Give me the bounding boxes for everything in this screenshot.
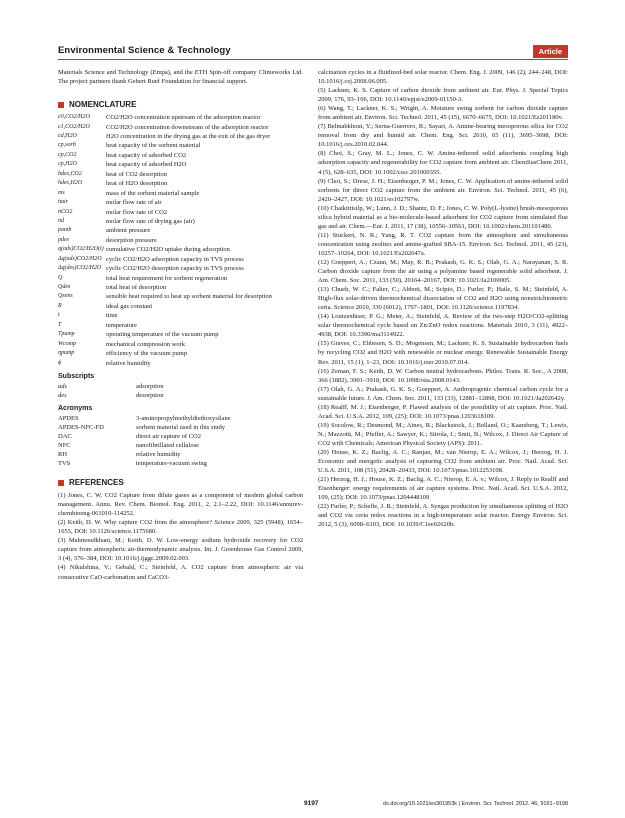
references-left [58,491,303,581]
nomenclature-definition: total heat requirement for sorbent regeneration [106,274,228,282]
subscript-row-abbr: des [58,391,67,399]
subscript-row-definition: adsorption [136,382,164,390]
reference-item: (20) House, K. Z.; Baclig, A. C.; Ranjan, M.; van Nierop, E. A.; Wilcox, J.; Herzog, H. J. Economic and energetic analysis of capturing CO2 from ambient air. Proc. Natl. Acad. Sci. U.S.A. 2011, 108 (51), 20428–20433, DOI: 10.1073/pnas.1012253108. [318,448,568,475]
reference-item: (7) Belmabkhout, Y.; Serna-Guerrero, R.; Sayari, A. Amine-bearing mesoporous silica for CO2 removal from dry and humid air. Chem. Eng. Sci. 2010, 65 (11), 3695–3698, DOI: 10.1016/j.ces.2010.02.044. [318,123,568,149]
nomenclature-symbol: Qsens [58,293,73,300]
nomenclature-symbol: Qdes [58,284,71,291]
acronym-row [58,441,303,450]
left-column [58,68,303,582]
nomenclature-row [58,340,303,349]
nomenclature-list [58,113,303,367]
nomenclature-definition: molar flow rate of CO2 [106,208,168,216]
nomenclature-definition: cumulative CO2/H2O uptake during adsorption [106,246,230,254]
reference-item: calcination cycles in a fluidized-bed solar reactor. Chem. Eng. J. 2009, 146 (2), 244–248, DOI: 10.1016/j.cej.2008.06.005. [318,69,568,86]
nomenclature-definition: CO2/H2O concentration downstream of the adsorption reactor [106,123,269,131]
reference-item: (16) Zeman, F. S.; Keith, D. W. Carbon neutral hydrocarbons. Philos. Trans. R. Soc., A 2008, 366 (1882), 3901–3918, DOI: 10.1098/rsta.2008.0143. [318,367,568,384]
nomenclature-symbol: ϕ [58,359,62,366]
nomenclature-definition: mechanical compression work [106,340,186,348]
nomenclature-row [58,141,303,150]
nomenclature-definition: cyclic CO2/H2O desorption capacity in TVS process [106,265,244,273]
nomenclature-symbol: Wcomp [58,340,76,347]
nomenclature-definition: heat capacity of adsorbed H2O [106,161,187,169]
nomenclature-symbol: ηpump [58,350,75,357]
subscript-row-abbr: ads [58,382,68,390]
nomenclature-definition: ambient pressure [106,227,151,235]
reference-item: (15) Graves, C.; Ebbesen, S. D.; Mogensen, M.; Lackner, K. S. Sustainable hydrocarbon fuels by recycling CO2 and H2O with renewable or nuclear energy. Renewable Sustainable Energy Rev. 2011, 15 (1), 1–23, DOI: 10.1016/j.rser.2010.07.014. [318,340,568,366]
nomenclature-symbol: q(ads)CO2/H2O(t) [58,246,104,253]
nomenclature-symbol: hdes,CO2 [58,170,82,177]
nomenclature-definition: cyclic CO2/H2O adsorption capacity in TVS process [106,255,244,263]
acronym-row-abbr: APDES [58,414,79,422]
nomenclature-row [58,160,303,169]
reference-item: (9) Choi, S.; Drese, J. H.; Eisenberger, P. M.; Jones, C. W. Application of amine-tethered solid sorbents for direct CO2 capture from the ambient air. Environ. Sci. Technol. 2011, 45 (6), 2420–2427, DOI: 10.1021/es102797w. [318,177,568,203]
acronym-row [58,414,303,423]
nomenclature-row [58,151,303,160]
acknowledgment-text: Materials Science and Technology (Empa), and the ETH Spin-off company Climeworks Ltd. The project partners thank Gebert Ruef Foundation for financial support. [58,69,303,86]
nomenclature-definition: ideal gas constant [106,302,153,310]
nomenclature-definition: efficiency of the vacuum pump [106,350,188,358]
nomenclature-row [58,311,303,320]
references-title: REFERENCES [69,478,124,488]
acronym-row-abbr: NFC [58,441,71,449]
nomenclature-symbol: Δq(des)CO2/H2O [58,265,102,272]
acronym-row-definition: relative humidity [136,450,181,458]
reference-item: (14) Loutzenhiser, P. G.; Meier, A.; Steinfeld, A. Review of the two-step H2O/CO2-splitting solar thermochemical cycle based on Zn/ZnO redox reactions. Materials 2010, 3 (11), 4922–4938, DOI: 10.3390/ma3114922. [318,313,568,339]
subscript-row [58,382,303,391]
nomenclature-symbol: c0,CO2/H2O [58,114,90,121]
nomenclature-row [58,123,303,132]
reference-item: (11) Stuckert, N. R.; Yang, R. T. CO2 capture from the atmosphere and simultaneous concentration using zeolites and amine-grafted SBA-15. Environ. Sci. Technol. 2011, 45 (23), 10257–10264, DOI: 10.1021/Es202647a. [318,231,568,257]
nomenclature-definition: CO2/H2O concentration upstream of the adsorption reactor [106,114,261,122]
reference-item: (12) Goeppert, A.; Czaun, M.; May, R. B.; Prakash, G. K. S.; Olah, G. A.; Narayanan, S. R. Carbon dioxide capture from the air using a polyamine based regenerable solid adsorbent. J. Am. Chem. Soc. 2011, 133 (50), 20164–20167, DOI: 10.1021/Ja2100005. [318,258,568,285]
nomenclature-row [58,189,303,198]
acronym-row-abbr: DAC [58,432,72,440]
nomenclature-symbol: ṅair [58,199,69,206]
nomenclature-symbol: pdes [58,236,69,243]
nomenclature-row [58,359,303,368]
nomenclature-row [58,349,303,358]
nomenclature-definition: heat of H2O desorption [106,180,168,188]
nomenclature-symbol: ṅCO2 [58,208,73,215]
nomenclature-symbol: Δq(ads)CO2/H2O [58,255,102,262]
journal-title: Environmental Science & Technology [58,45,231,56]
nomenclature-definition: H2O concentration in the drying gas at the exit of the gas dryer [106,133,271,141]
reference-item: (22) Furler, P.; Scheffe, J. R.; Steinfeld, A. Syngas production by simultaneous splitting of H2O and CO2 via ceria redox reactions in a high-temperature solar reactor. Energy Environ. Sci. 2012, 5 (3), 6098–6103, DOI: 10.1039/C1ee02620h. [318,503,568,529]
nomenclature-heading [58,100,303,109]
nomenclature-definition: desorption pressure [106,236,157,244]
reference-item: (21) Herzog, H. J.; House, K. Z.; Baclig, A. C.; Nierop, E. A. v.; Wilcox, J. Reply to Realff and Eisenberger: energy requirements of air capture systems. Proc. Natl. Acad. Sci. U.S.A. 2012, 109, (25); DOI: 10.1073/pnas.1204448109 [318,476,568,502]
nomenclature-symbol: pamb [58,227,72,234]
subscript-row [58,391,303,400]
acronym-row-abbr: TVS [58,459,71,467]
reference-item: (19) Socolow, R.; Desmond, M.; Aines, R.; Blackstock, J.; Bolland, O.; Kaarsberg, T.; Lewis, N.; Mazzotti, M.; Pfeffer, A.; Sawyer, K.; Siirola, J.; Smit, B.; Wilcox, J. Direct Air Capture of CO2 with Chemicals; American Physical Society (APS): 2011. [318,421,568,447]
acronym-row-definition: 3-aminopropylmethyldiethoxysilane [136,414,231,422]
nomenclature-symbol: R [58,302,62,309]
nomenclature-row [58,245,303,254]
nomenclature-row [58,113,303,122]
page-number: 9197 [304,800,319,807]
nomenclature-row [58,236,303,245]
nomenclature-row [58,321,303,330]
nomenclature-row [58,283,303,292]
nomenclature-symbol: hdes,H2O [58,180,83,187]
acronyms-title: Acronyms [58,404,93,412]
nomenclature-definition: temperature [106,321,138,329]
reference-item: (2) Keith, D. W. Why capture CO2 from the atmosphere? Science 2009, 325 (5948), 1654–1655, DOI: 10.1126/science.1175680. [58,519,303,536]
reference-item: (18) Realff, M. J.; Eisenberger, P. Flawed analysis of the possibility of air capture. Proc. Natl. Acad. Sci. U.S.A. 2012, 109, (25); DOI: 10.1073/pnas.1203618109. [318,403,568,420]
nomenclature-row [58,217,303,226]
nomenclature-definition: relative humidity [106,359,151,367]
nomenclature-row [58,226,303,235]
acronym-row-definition: temperature-vacuum swing [136,459,207,467]
nomenclature-symbol: cd,H2O [58,133,77,140]
nomenclature-row [58,264,303,273]
article-badge: Article [533,45,568,58]
footer-doi: dx.doi.org/10.1021/es301953k | Environ. Sci. Technol. 2012, 46, 9191−9198 [383,801,568,807]
page-header [58,45,568,60]
nomenclature-title: NOMENCLATURE [69,100,137,110]
nomenclature-definition: time [106,312,118,320]
acronym-row-definition: direct air capture of CO2 [136,432,201,440]
reference-item: (10) Chaikittisilp, W.; Lunn, J. D.; Shantz, D. F.; Jones, C. W. Poly(L-lysine) brush-mesoporous silica hybrid material as a bio-molecule-based adsorbent for CO2 capture from simulated flue gas and air. Chem.—Eur. J. 2011, 17 (38), 10556–10561, DOI: 10.1002/chem.201101480. [318,204,568,230]
reference-item: (4) Nikulshina, V.; Gebald, C.; Steinfeld, A. CO2 capture from atmospheric air via consecutive CaO-carbonation and CaCO3- [58,564,303,581]
acronyms-list [58,414,303,468]
nomenclature-row [58,292,303,301]
acronym-row [58,432,303,441]
reference-item: (5) Lackner, K. S. Capture of carbon dioxide from ambient air. Eur. Phys. J. Special Topics 2009, 176, 93–106, DOI: 10.1140/epjst/e2009-01150-3. [318,87,568,104]
nomenclature-row [58,274,303,283]
reference-item: (3) Mahmoudkhani, M.; Keith, D. W. Low-energy sodium hydroxide recovery for CO2 capture from atmospheric air-thermodynamic analysis. Int. J. Greenhouse Gas Control 2009, 3 (4), 376–384, DOI: 10.1016/j.ijggc.2009.02.003. [58,537,303,563]
nomenclature-symbol: T [58,321,62,328]
nomenclature-row [58,170,303,179]
nomenclature-symbol: t [58,312,60,319]
acronym-row [58,450,303,459]
nomenclature-symbol: ṅd [58,217,64,224]
right-column [318,68,568,529]
nomenclature-symbol: ms [58,189,65,196]
nomenclature-row [58,208,303,217]
reference-item: (6) Wang, T.; Lackner, K. S.; Wright, A. Moisture swing sorbent for carbon dioxide capture from ambient air. Environ. Sci. Technol. 2011, 45 (15), 6670–6675, DOI: 10.1021/Es201180v. [318,105,568,122]
reference-item: (1) Jones, C. W. CO2 Capture from dilute gases as a component of modern global carbon management. Annu. Rev. Chem. Biomol. Eng. 2011, 2, 2.1–2.22, DOI: 10.1146/annurev-chembioeng-061010-114252. [58,492,303,518]
nomenclature-symbol: cp,H2O [58,161,77,168]
nomenclature-symbol: Tpump [58,331,75,338]
nomenclature-row [58,198,303,207]
acronym-row-definition: nanofibrillated cellulose [136,441,199,449]
nomenclature-row [58,302,303,311]
nomenclature-row [58,132,303,141]
acronym-row-abbr: RH [58,450,68,458]
nomenclature-symbol: c1,CO2/H2O [58,123,90,130]
acronym-row [58,459,303,468]
section-marker-icon [58,102,64,108]
nomenclature-row [58,179,303,188]
reference-item: (13) Chueh, W. C.; Falter, C.; Abbott, M.; Scipio, D.; Furler, P.; Haile, S. M.; Steinfeld, A. High-flux solar-driven thermochemical dissociation of CO2 and H2O using nonstoichiometric ceria. Science 2010, 330 (6012), 1797–1801, DOI: 10.1126/science.1197834. [318,286,568,312]
nomenclature-definition: mass of the sorbent material sample [106,189,200,197]
nomenclature-definition: molar flow rate of drying gas (air) [106,217,195,225]
acronym-row [58,423,303,432]
subscripts-title: Subscripts [58,372,95,380]
section-marker-icon [58,480,64,486]
nomenclature-definition: molar flow rate of air [106,199,162,207]
nomenclature-definition: operating temperature of the vacuum pump [106,331,219,339]
reference-item: (8) Choi, S.; Gray, M. L.; Jones, C. W. Amine-tethered solid adsorbents coupling high adsorption capacity and regenerability for CO2 capture from ambient air. ChemSusChem 2011, 4 (5), 628–635, DOI: 10.1002/cssc.201000355. [318,150,568,176]
nomenclature-definition: heat of CO2 desorption [106,170,167,178]
nomenclature-symbol: cp,sorb [58,142,76,149]
nomenclature-row [58,330,303,339]
reference-item: (17) Olah, G. A.; Prakash, G. K. S.; Goeppert, A. Anthropogenic chemical carbon cycle for a sustainable future. J. Am. Chem. Soc. 2011, 133 (33), 12881–12898, DOI: 10.1021/Ja202642y. [318,385,568,402]
nomenclature-definition: heat capacity of adsorbed CO2 [106,151,187,159]
nomenclature-symbol: cp,CO2 [58,151,77,158]
acronym-row-abbr: APDES-NFC-FD [58,423,104,431]
nomenclature-row [58,255,303,264]
nomenclature-definition: heat capacity of the sorbent material [106,142,201,150]
nomenclature-definition: total heat of desorption [106,284,167,292]
subscript-row-definition: desorption [136,391,164,399]
page-footer [58,800,568,810]
subscripts-list [58,382,303,400]
references-heading [58,478,303,487]
nomenclature-definition: sensible heat required to heat up sorbent material for desorption [106,293,272,301]
nomenclature-symbol: Q [58,274,63,281]
acronym-row-definition: sorbent material used in this study [136,423,226,431]
